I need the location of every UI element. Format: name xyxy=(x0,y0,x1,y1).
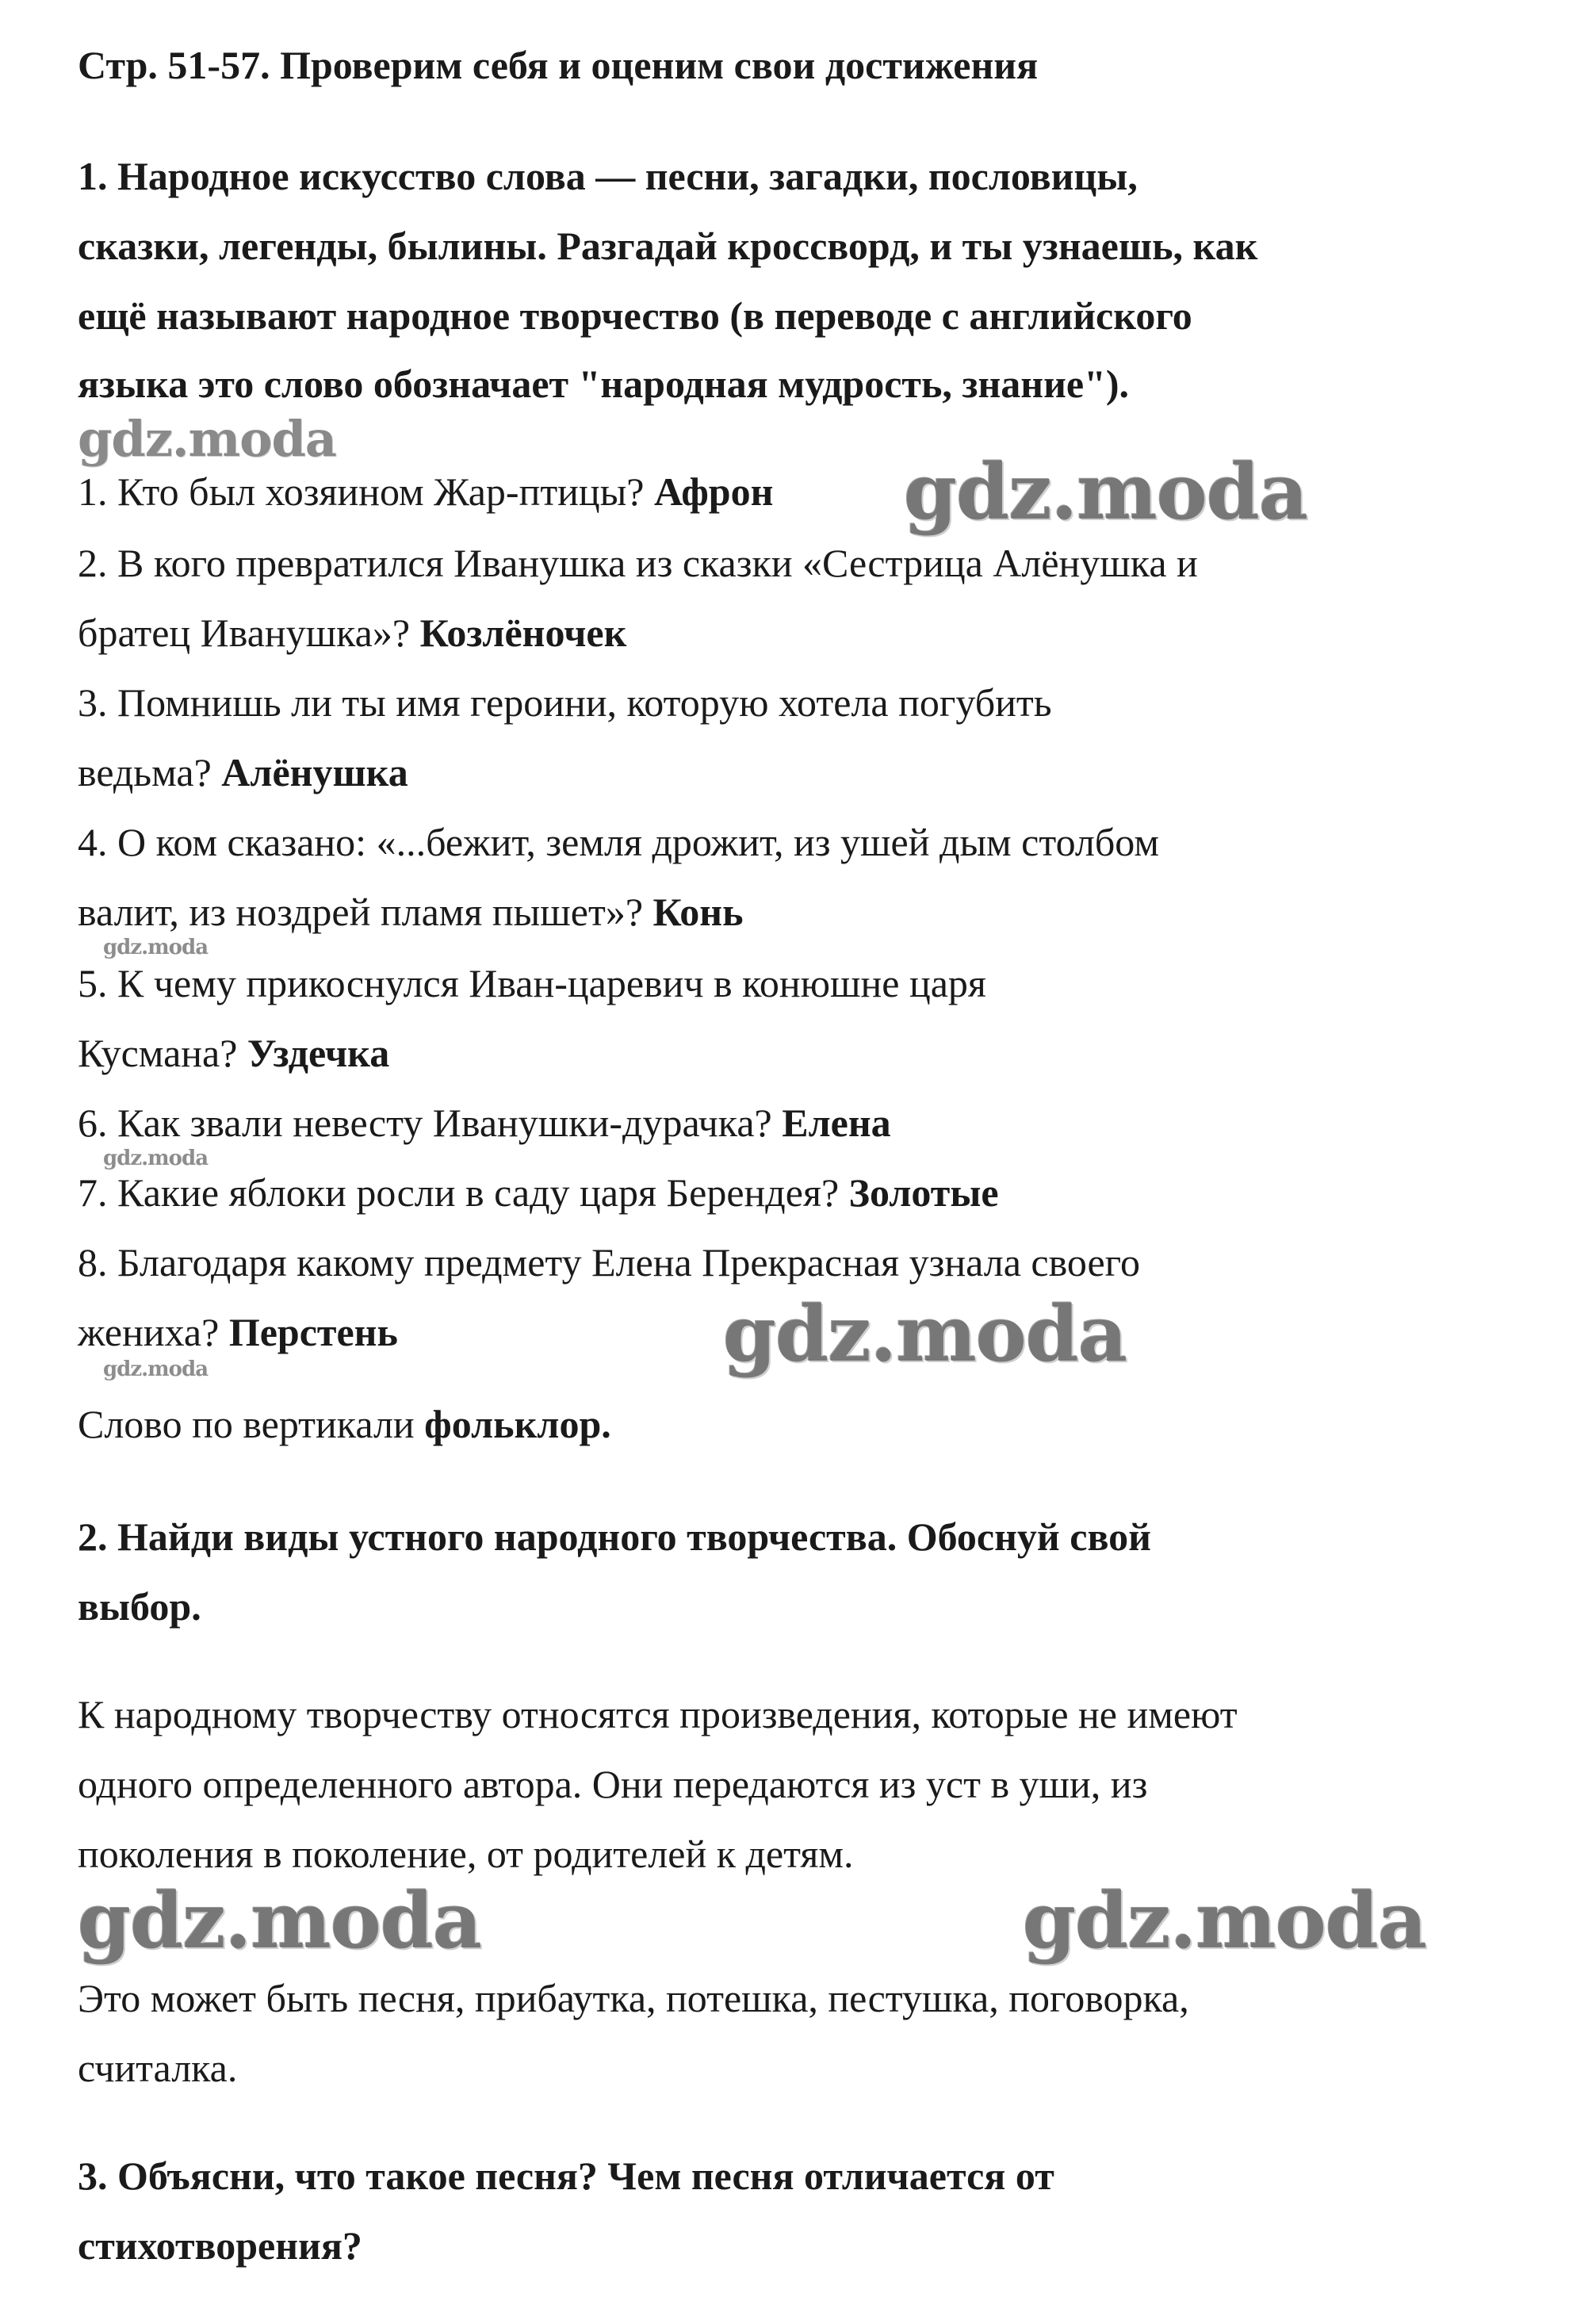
question-2-line-1: 2. В кого превратился Иванушка из сказки «Сестрица Алёнушка и xyxy=(78,541,1198,585)
task2-paragraph-1-line-2: одного определенного автора. Они передаются из уст в уши, из xyxy=(78,1762,1148,1806)
vertical-word xyxy=(78,1400,611,1448)
question-7 xyxy=(78,1169,999,1216)
task2-paragraph-2-line-2: считалка. xyxy=(78,2046,238,2090)
question-5-line-2 xyxy=(78,1029,389,1077)
question-2-line-2 xyxy=(78,609,626,657)
question-4-text: валит, из ноздрей пламя пышет»? xyxy=(78,890,653,934)
task1-prompt-line-2: сказки, легенды, былины. Разгадай кроссворд, и ты узнаешь, как xyxy=(78,224,1258,268)
task1-prompt-line-4: языка это слово обозначает "народная мудрость, знание"). xyxy=(78,362,1130,406)
question-3-text: ведьма? xyxy=(78,750,222,794)
question-3-line-1: 3. Помнишь ли ты имя героини, которую хотела погубить xyxy=(78,680,1052,725)
task3-prompt-line-1: 3. Объясни, что такое песня? Чем песня отличается от xyxy=(78,2154,1054,2198)
task2-paragraph-1-line-1: К народному творчеству относятся произведения, которые не имеют xyxy=(78,1692,1238,1736)
task3-prompt-line-2: стихотворения? xyxy=(78,2223,362,2268)
question-8-text: жениха? xyxy=(78,1310,229,1354)
watermark: gdz.moda xyxy=(103,936,209,959)
question-3-line-2 xyxy=(78,749,408,796)
question-8-line-2 xyxy=(78,1308,398,1356)
question-7-answer: Золотые xyxy=(848,1170,999,1215)
task2-paragraph-2-line-1: Это может быть песня, прибаутка, потешка, пестушка, поговорка, xyxy=(78,1976,1189,2020)
task2-prompt-line-2: выбор. xyxy=(78,1584,201,1629)
vertical-word-answer: фольклор. xyxy=(424,1402,611,1446)
question-5-line-1: 5. К чему прикоснулся Иван-царевич в конюшне царя xyxy=(78,961,986,1005)
question-1-answer: Афрон xyxy=(653,469,774,514)
question-8-answer: Перстень xyxy=(228,1310,398,1354)
question-4-line-1: 4. О ком сказано: «...бежит, земля дрожит, из ушей дым столбом xyxy=(78,820,1159,864)
task2-prompt-line-1: 2. Найди виды устного народного творчества. Обоснуй свой xyxy=(78,1514,1151,1559)
question-6 xyxy=(78,1099,891,1147)
question-6-answer: Елена xyxy=(782,1101,891,1145)
question-8-line-1: 8. Благодаря какому предмету Елена Прекрасная узнала своего xyxy=(78,1240,1140,1285)
question-3-answer: Алёнушка xyxy=(221,750,408,794)
question-5-text: Кусмана? xyxy=(78,1031,247,1075)
question-1 xyxy=(78,468,773,515)
task2-paragraph-1-line-3: поколения в поколение, от родителей к детям. xyxy=(78,1832,854,1876)
question-7-text: 7. Какие яблоки росли в саду царя Берендея? xyxy=(78,1170,849,1215)
task1-prompt-line-1: 1. Народное искусство слова — песни, загадки, пословицы, xyxy=(78,154,1138,198)
watermark: gdz.moda xyxy=(78,1876,482,1966)
question-4-line-2 xyxy=(78,888,744,936)
task1-prompt-line-3: ещё называют народное творчество (в переводе с английского xyxy=(78,293,1192,338)
question-2-answer: Козлёночек xyxy=(419,611,627,655)
question-5-answer: Уздечка xyxy=(247,1031,390,1075)
watermark: gdz.moda xyxy=(723,1289,1127,1379)
watermark: gdz.moda xyxy=(103,1357,209,1381)
vertical-word-text: Слово по вертикали xyxy=(78,1402,425,1446)
watermark: gdz.moda xyxy=(904,447,1308,537)
question-6-text: 6. Как звали невесту Иванушки-дурачка? xyxy=(78,1101,783,1145)
page-title: Стр. 51-57. Проверим себя и оценим свои достижения xyxy=(78,43,1039,87)
question-4-answer: Конь xyxy=(652,890,744,934)
question-1-text: 1. Кто был хозяином Жар-птицы? xyxy=(78,469,654,514)
watermark: gdz.moda xyxy=(78,410,336,468)
watermark: gdz.moda xyxy=(103,1147,209,1170)
question-2-text: братец Иванушка»? xyxy=(78,611,420,655)
watermark: gdz.moda xyxy=(1023,1876,1427,1966)
